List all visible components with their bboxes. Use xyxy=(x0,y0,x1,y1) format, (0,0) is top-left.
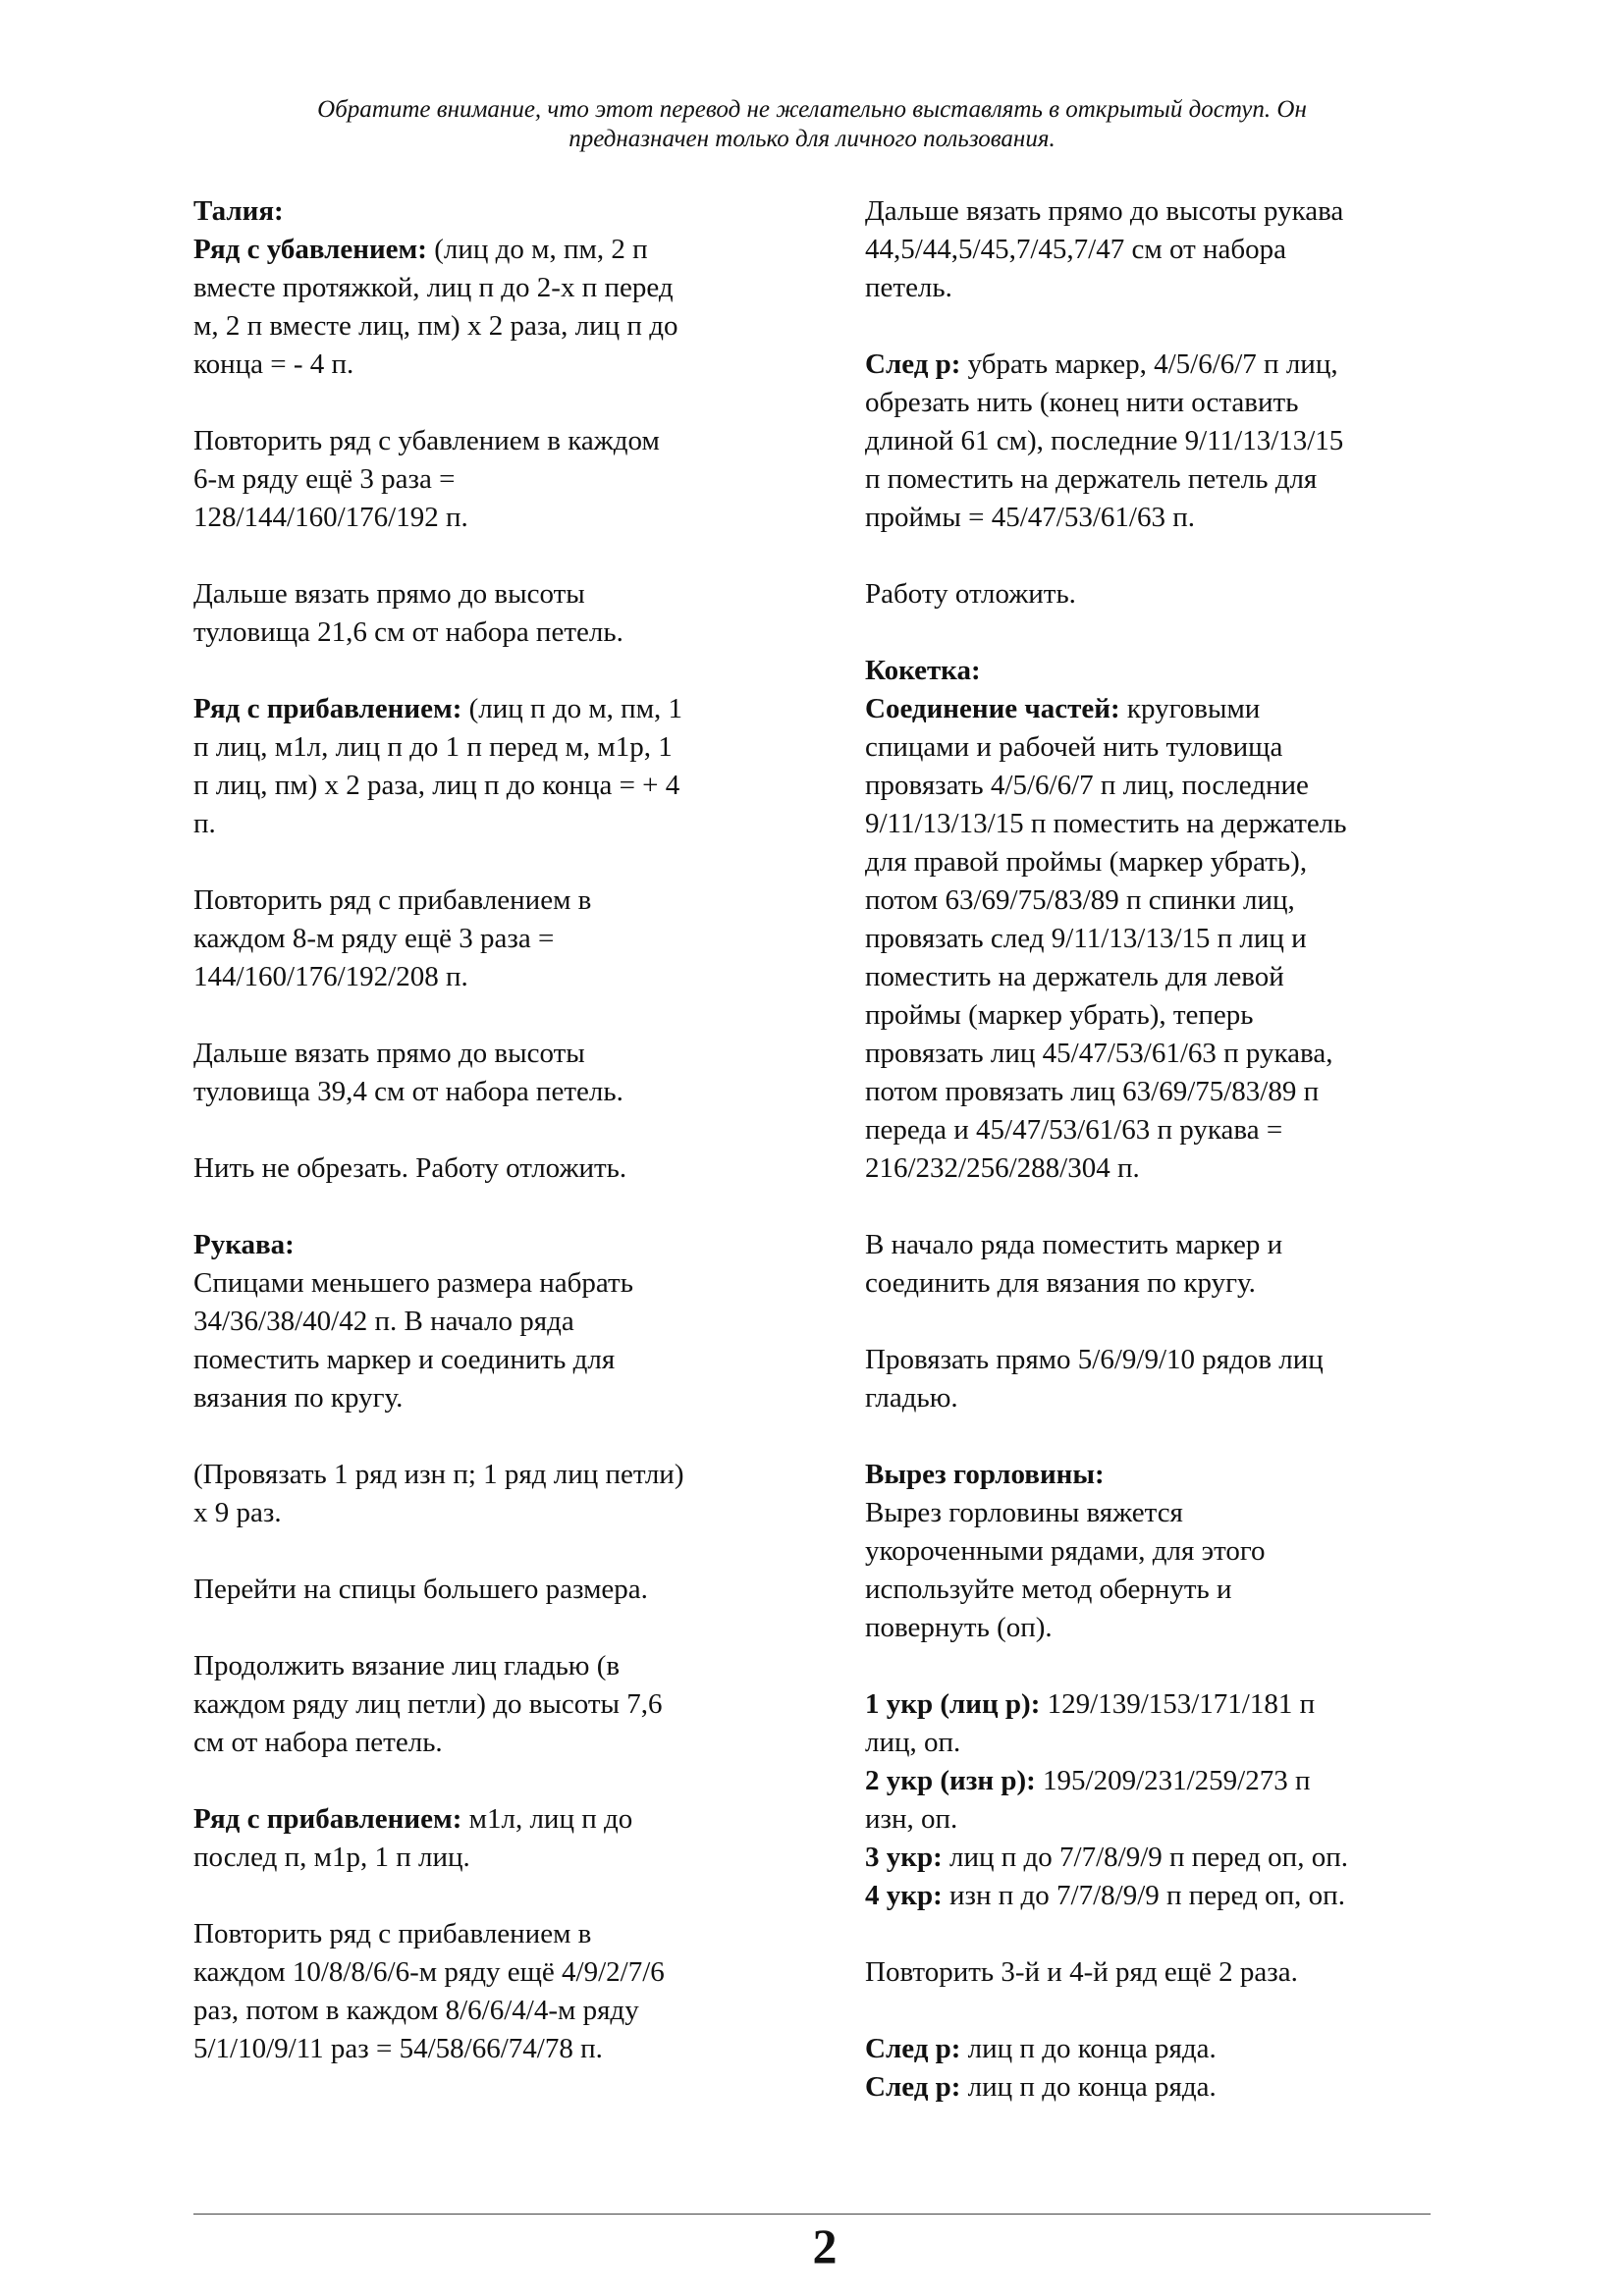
paragraph-waist-decrease-row xyxy=(193,231,783,384)
section-heading-yoke: Кокетка: xyxy=(865,655,981,686)
label-short-row-4: 4 укр: xyxy=(865,1880,943,1911)
label-joining-pieces: Соединение частей: xyxy=(865,693,1120,724)
section-heading-neckline: Вырез горловины: xyxy=(865,1459,1105,1490)
section-heading-waist: Талия: xyxy=(193,195,284,227)
paragraph-knit-straight-2: Дальше вязать прямо до высоты туловища 39,4 см от набора петель. xyxy=(193,1038,623,1107)
privacy-notice: Обратите внимание, что этот перевод не желательно выставлять в открытый доступ. Он предназначен только для личного пользования. xyxy=(317,96,1307,152)
label-decrease-row: Ряд с убавлением: xyxy=(193,234,427,265)
paragraph-short-row-2 xyxy=(865,1762,1454,1839)
paragraph-increase-row xyxy=(193,690,783,843)
paragraph-repeat-short-rows: Повторить 3-й и 4-й ряд ещё 2 раза. xyxy=(865,1956,1298,1988)
paragraph-repeat-increase: Повторить ряд с прибавлением в каждом 8-м ряду ещё 3 раза = 144/160/176/192/208 п. xyxy=(193,884,592,992)
paragraph-sleeves-cast-on: Спицами меньшего размера набрать 34/36/38/40/42 п. В начало ряда поместить маркер и соединить для вязания по кругу. xyxy=(193,1267,633,1414)
paragraph-knit-straight-1: Дальше вязать прямо до высоты туловища 21,6 см от набора петель. xyxy=(193,578,623,648)
paragraph-sleeves-switch-needles: Перейти на спицы большего размера. xyxy=(193,1574,648,1605)
label-next-row-1: След р: xyxy=(865,2033,961,2064)
text-joining-pieces: круговыми спицами и рабочей нить туловища провязать 4/5/6/6/7 п лиц, последние 9/11/13/13/15 п поместить на держатель для правой проймы (маркер убрать), потом 63/69/75/83/89 п спинки лиц, провязать след 9/11/13/13/15 п лиц и поместить на держатель для левой проймы (маркер убрать), теперь провязать лиц 45/47/53/61/63 п рукава, потом провязать лиц 63/69/75/83/89 п переда и 45/47/53/61/63 п рукава = 216/232/256/288/304 п. xyxy=(865,693,1347,1184)
paragraph-sleeve-knit-straight: Дальше вязать прямо до высоты рукава 44,5/44,5/45,7/45,7/47 см от набора петель. xyxy=(865,195,1344,303)
text-short-row-2: 195/209/231/259/273 п изн, оп. xyxy=(865,1765,1311,1835)
paragraph-repeat-decrease: Повторить ряд с убавлением в каждом 6-м ряду ещё 3 раза = 128/144/160/176/192 п. xyxy=(193,425,660,533)
paragraph-short-row-3 xyxy=(865,1839,1454,1877)
text-next-row-2: лиц п до конца ряда. xyxy=(960,2071,1217,2103)
text-next-row: убрать маркер, 4/5/6/6/7 п лиц, обрезать нить (конец нити оставить длиной 61 см), последние 9/11/13/13/15 п поместить на держатель петель для проймы = 45/47/53/61/63 п. xyxy=(865,348,1344,533)
paragraph-neckline-intro: Вырез горловины вяжется укороченными рядами, для этого используйте метод обернуть и повернуть (оп). xyxy=(865,1497,1266,1643)
label-sleeve-increase-row: Ряд с прибавлением: xyxy=(193,1803,462,1835)
text-short-row-4: изн п до 7/7/8/9/9 п перед оп, оп. xyxy=(942,1880,1345,1911)
paragraph-sleeve-repeat-increase: Повторить ряд с прибавлением в каждом 10/8/8/6/6-м ряду ещё 4/9/2/7/6 раз, потом в каждом 8/6/6/4/4-м ряду 5/1/10/9/11 раз = 54/58/66/74/78 п. xyxy=(193,1918,665,2064)
paragraph-joining-pieces xyxy=(865,690,1454,1188)
left-column xyxy=(193,192,783,2107)
paragraph-set-aside-sleeve: Работу отложить. xyxy=(865,578,1076,610)
text-short-row-1: 129/139/153/171/181 п лиц, оп. xyxy=(865,1688,1316,1758)
paragraph-marker-join-round: В начало ряда поместить маркер и соединить для вязания по кругу. xyxy=(865,1229,1283,1299)
text-decrease-row: (лиц до м, пм, 2 п вместе протяжкой, лиц п до 2-х п перед м, 2 п вместе лиц, пм) х 2 раза, лиц п до конца = - 4 п. xyxy=(193,234,678,380)
section-heading-sleeves: Рукава: xyxy=(193,1229,295,1260)
paragraph-short-row-1 xyxy=(865,1685,1454,1762)
paragraph-short-row-4 xyxy=(865,1877,1454,1915)
label-next-row-2: След р: xyxy=(865,2071,961,2103)
text-sleeve-increase-row: м1л, лиц п до послед п, м1р, 1 п лиц. xyxy=(193,1803,633,1873)
text-next-row-1: лиц п до конца ряда. xyxy=(960,2033,1217,2064)
paragraph-set-aside-body: Нить не обрезать. Работу отложить. xyxy=(193,1152,627,1184)
paragraph-next-row-1 xyxy=(865,2030,1454,2068)
label-next-row: След р: xyxy=(865,348,961,380)
paragraph-knit-rows: Провязать прямо 5/6/9/9/10 рядов лиц гладью. xyxy=(865,1344,1324,1414)
paragraph-next-row-2 xyxy=(865,2068,1454,2107)
text-short-row-3: лиц п до 7/7/8/9/9 п перед оп, оп. xyxy=(942,1842,1348,1873)
text-increase-row: (лиц п до м, пм, 1 п лиц, м1л, лиц п до 1 п перед м, м1р, 1 п лиц, пм) х 2 раза, лиц п до конца = + 4 п. xyxy=(193,693,683,839)
paragraph-next-row-sleeve xyxy=(865,346,1454,537)
label-increase-row: Ряд с прибавлением: xyxy=(193,693,462,724)
paragraph-sleeves-pattern: (Провязать 1 ряд изн п; 1 ряд лиц петли) х 9 раз. xyxy=(193,1459,684,1528)
page-number: 2 xyxy=(812,2218,838,2273)
paragraph-sleeve-increase-row xyxy=(193,1800,783,1877)
label-short-row-2: 2 укр (изн р): xyxy=(865,1765,1036,1796)
label-short-row-3: 3 укр: xyxy=(865,1842,943,1873)
right-column xyxy=(865,192,1454,2107)
footer-divider xyxy=(193,2214,1431,2215)
label-short-row-1: 1 укр (лиц р): xyxy=(865,1688,1041,1720)
paragraph-sleeves-continue: Продолжить вязание лиц гладью (в каждом ряду лиц петли) до высоты 7,6 см от набора петель. xyxy=(193,1650,663,1758)
